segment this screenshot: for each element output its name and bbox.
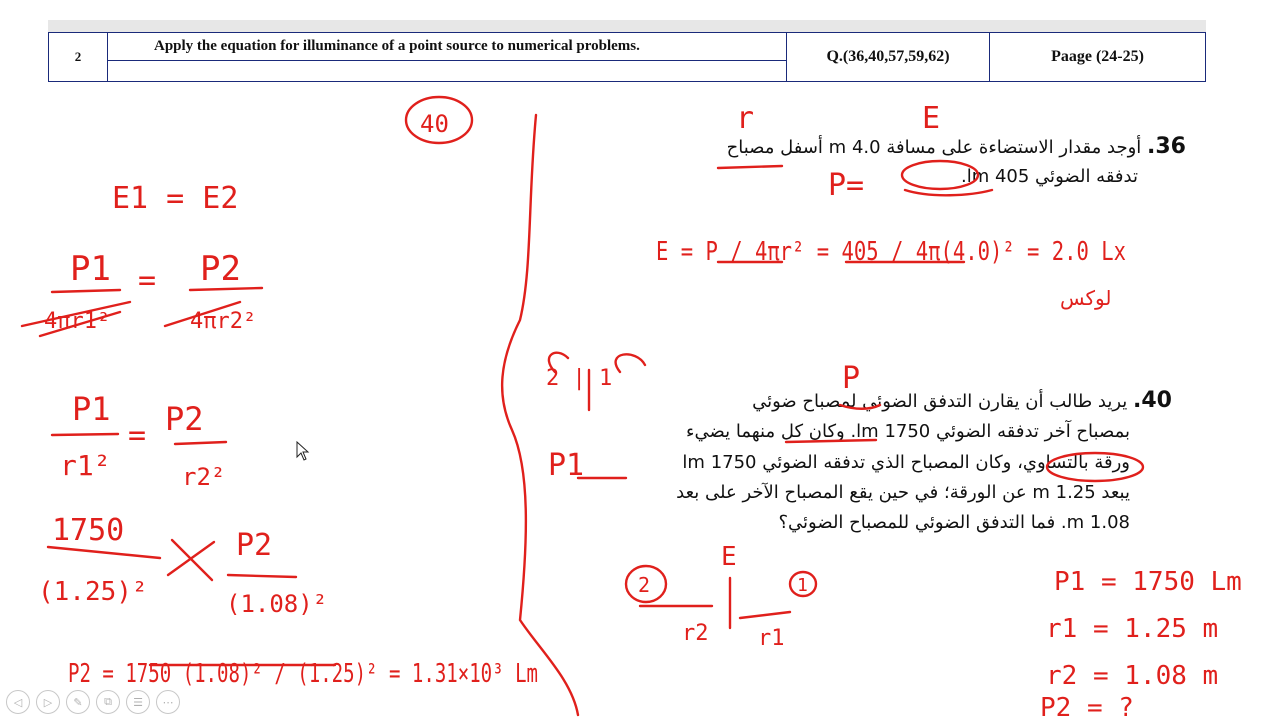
hw-q40-labels: 2 | 1	[546, 366, 613, 391]
underline-405	[905, 190, 992, 195]
back-icon[interactable]: ◁	[6, 690, 30, 714]
hw-p2: P2	[200, 249, 241, 289]
hw-p1b: P1	[72, 390, 111, 428]
hw-diag-r2: r2	[682, 621, 709, 646]
hw-given-3: r2 = 1.08 m	[1046, 661, 1219, 691]
hw-eq1: E1 = E2	[112, 181, 239, 216]
hw-eq-sign-2: =	[128, 418, 147, 453]
frac-bar-p1	[52, 290, 120, 292]
hw-p2b: P2	[165, 400, 204, 438]
objective-number: 2	[49, 33, 108, 82]
hw-given-2: r1 = 1.25 m	[1046, 614, 1219, 644]
forward-icon[interactable]: ▷	[36, 690, 60, 714]
page-cell: Paage (24-25)	[990, 33, 1206, 82]
hw-1750: 1750	[52, 513, 125, 548]
underline-4m	[718, 166, 782, 168]
cross-multiply-mark	[168, 540, 214, 580]
frac-bar-p1b	[52, 434, 118, 435]
hw-40: 40	[420, 110, 449, 138]
hw-eq-sign-1: =	[138, 263, 157, 298]
underline-1750	[786, 440, 876, 442]
hw-q40-P1: P1	[548, 448, 585, 483]
hw-q36-calc: E = P / 4πr² = 405 / 4π(4.0)² = 2.0 Lx	[656, 237, 1126, 267]
q36-text-1: أوجد مقدار الاستضاءة على مسافة 4.0 m أسفل مصباح	[726, 137, 1142, 158]
hw-diag-r1: r1	[758, 626, 785, 651]
circle-paper-equal	[1047, 453, 1143, 481]
hw-r2sq: r2²	[182, 463, 226, 491]
hw-given-1: P1 = 1750 Lm	[1054, 567, 1242, 597]
pen-icon[interactable]: ✎	[66, 690, 90, 714]
q40-text-1: يريد طالب أن يقارن التدفق الضوئي لمصباح ضوئي	[752, 391, 1128, 412]
hw-given-4: P2 = ?	[1040, 693, 1134, 720]
hw-diag-2: 2	[638, 573, 651, 597]
frac-bar-p2b	[175, 442, 226, 444]
diagram-lines	[640, 578, 790, 628]
copy-icon[interactable]: ⧉	[96, 690, 120, 714]
q40-number: 40.	[1133, 388, 1172, 413]
hw-q36-E: E	[922, 101, 941, 136]
hw-q36-r: r	[736, 101, 755, 136]
hw-q36-unit: لوكس	[1060, 286, 1112, 310]
q40-line4: يبعد 1.25 m عن الورقة؛ في حين يقع المصباح الآخر على بعد	[676, 482, 1130, 503]
hw-den1: 4πr1²	[44, 309, 111, 334]
hw-q40-P: P	[842, 361, 861, 396]
q40-line2: بمصباح آخر تدفقه الضوئي 1750 lm. وكان كل منهما يضيء	[686, 421, 1130, 442]
circle-lm	[902, 161, 978, 189]
hw-p1: P1	[70, 249, 111, 289]
viewer-toolbar	[6, 690, 180, 714]
hw-p2c: P2	[236, 528, 273, 563]
frac-bar-1750	[48, 547, 160, 558]
hw-diag-E: E	[721, 542, 737, 572]
q40-line3: ورقة بالتساوي، وكان المصباح الذي تدفقه الضوئي 1750 lm	[682, 452, 1130, 473]
objective-text: Apply the equation for illuminance of a point source to numerical problems.	[154, 38, 640, 54]
more-icon[interactable]: ⋯	[156, 690, 180, 714]
q36-line2: تدفقه الضوئي 405 lm.	[960, 166, 1138, 187]
underline-flux	[840, 405, 880, 409]
q36-number: 36.	[1147, 134, 1186, 159]
hw-r1sq: r1²	[60, 449, 111, 482]
menu-icon[interactable]: ☰	[126, 690, 150, 714]
hw-den2: 4πr2²	[190, 309, 257, 334]
hw-result: P2 = 1750 (1.08)² / (1.25)² = 1.31×10³ Lm	[68, 659, 538, 689]
mouse-cursor	[296, 441, 310, 461]
q40-line5: 1.08 m. فما التدفق الضوئي للمصباح الضوئي؟	[778, 512, 1130, 533]
questions-cell: Q.(36,40,57,59,62)	[787, 33, 990, 82]
divider-brace	[502, 115, 578, 715]
hw-d125: (1.25)²	[38, 577, 148, 607]
hw-q36-P: P=	[828, 168, 865, 203]
hw-d108: (1.08)²	[226, 590, 328, 618]
frac-bar-p2c	[228, 575, 296, 577]
hw-diag-1: 1	[797, 575, 808, 596]
